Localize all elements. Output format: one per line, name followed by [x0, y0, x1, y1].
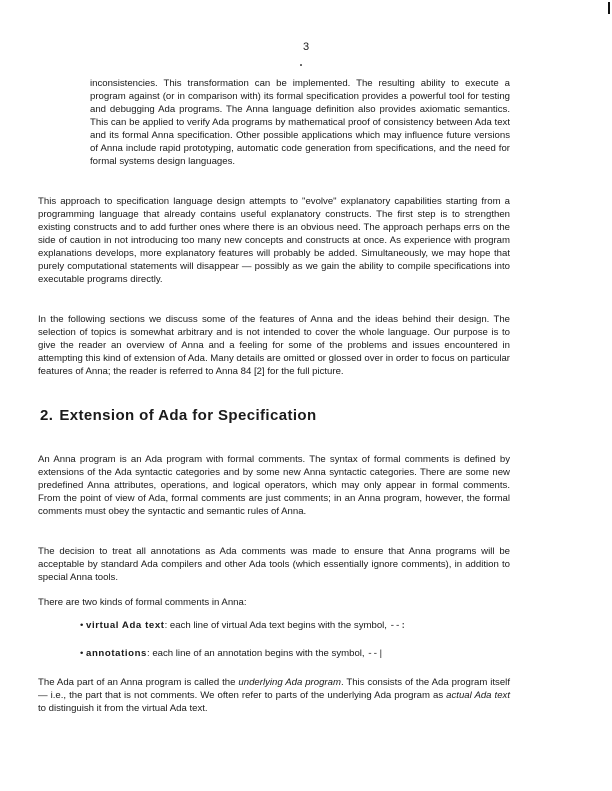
section-2-paragraph-4 [38, 676, 510, 715]
text-run: The Ada part of an Anna program is called the [38, 677, 239, 688]
section-2-heading [40, 407, 317, 424]
bullet-virtual-ada-text: • virtual Ada text: each line of virtual Ada text begins with the symbol, --: [80, 620, 406, 631]
bullet-term: annotations [86, 648, 147, 659]
following-sections-paragraph: In the following sections we discuss some of the features of Anna and the ideas behind their design. The selection of topics is somewhat arbitrary and is not intended to cover the whole language. Our purpose is to give the reader an overview of Anna and a feeling for some of the problems and issues encountered in attempting this kind of extension of Ada. Many details are omitted or glossed over in order to focus on particular features of Anna; the reader is referred to Anna 84 [2] for the full picture. [38, 314, 510, 377]
intro-continuation-paragraph: inconsistencies. This transformation can be implemented. The resulting ability to execute a program against (or in comparison with) its formal specification provides a powerful tool for testing and debugging Ada programs. The Anna language definition also provides axiomatic semantics. This can be applied to verify Ada programs by mathematical proof of consistency between Ada text and its formal Anna specification. Other possible applications which may influence future versions of Anna include rapid prototyping, automatic code generation from specifications, and the need for formal systems design languages. [90, 78, 510, 167]
section-number: 2. [40, 407, 54, 424]
approach-paragraph: This approach to specification language design attempts to "evolve" explanatory capabilities starting from a programming language that already contains useful explanatory constructs. The first step is to strengthen existing constructs and to add further ones where there is an obvious need. The approach perhaps errs on the side of caution in not introducing too many new concepts and constructs at once. As experience with program explanations develops, more explanatory features will probably be added. Simultaneously, we may hope that purely computational statements will disappear — possibly as we gain the ability to compile specifications into executable programs directly. [38, 196, 510, 285]
emphasis-underlying-ada-program: underlying Ada program [238, 677, 341, 688]
section-title: Extension of Ada for Specification [59, 407, 317, 424]
text-run: to distinguish it from the virtual Ada text. [38, 703, 208, 714]
text-run: . This consists of the Ada program itself — i.e., the part that is not comments. We often refer to parts of the underlying Ada program as [38, 677, 510, 701]
bullet-description: : each line of an annotation begins with the symbol, [147, 648, 368, 659]
page-number: 3 [302, 41, 310, 53]
section-2-paragraph-1: An Anna program is an Ada program with formal comments. The syntax of formal comments is defined by extensions of the Ada syntactic categories and by some new Anna syntactic categories. There are some new predefined Anna attributes, operations, and logical operators, which may only appear in formal comments. From the point of view of Ada, formal comments are just comments; in an Anna program, however, the formal comments must obey the syntactic and semantic rules of Anna. [38, 454, 510, 517]
bullet-description: : each line of virtual Ada text begins with the symbol, [164, 620, 390, 631]
bullet-symbol: --: [389, 621, 406, 631]
section-2-paragraph-2: The decision to treat all annotations as Ada comments was made to ensure that Anna programs will be acceptable by standard Ada compilers and other Ada tools (which essentially ignore comments), in addition to special Anna tools. [38, 546, 510, 583]
scan-corner-mark [608, 2, 610, 14]
emphasis-actual-ada-text: actual Ada text [446, 690, 510, 701]
section-2-paragraph-3: There are two kinds of formal comments in Anna: [38, 597, 247, 608]
bullet-annotations: • annotations: each line of an annotation begins with the symbol, --| [80, 648, 384, 659]
bullet-symbol: --| [367, 649, 384, 659]
scan-speck [300, 64, 302, 66]
bullet-term: virtual Ada text [86, 620, 165, 631]
